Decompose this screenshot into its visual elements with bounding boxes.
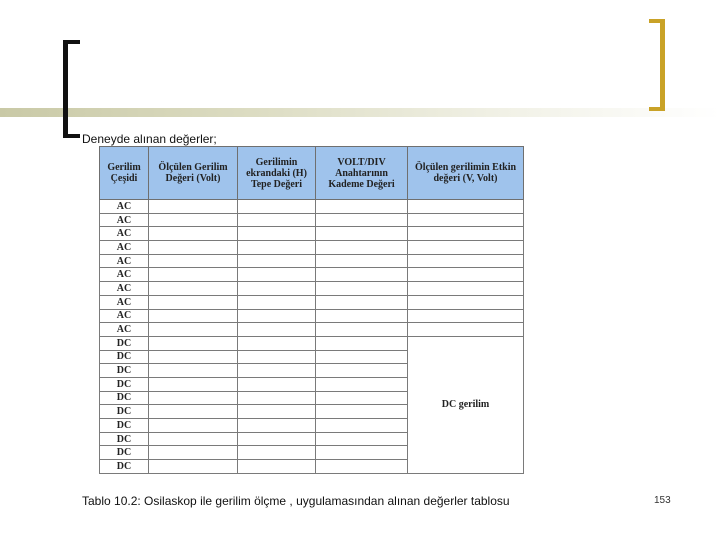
empty-cell (149, 377, 238, 391)
empty-cell (238, 268, 316, 282)
empty-cell (238, 391, 316, 405)
voltage-type-cell: AC (100, 295, 149, 309)
voltage-type-cell: DC (100, 336, 149, 350)
voltage-type-cell: DC (100, 350, 149, 364)
empty-cell (316, 460, 408, 474)
header-peak-value: Gerilimin ekrandaki (H) Tepe Değeri (238, 147, 316, 200)
empty-cell (316, 268, 408, 282)
empty-cell (149, 268, 238, 282)
voltage-type-cell: DC (100, 419, 149, 433)
empty-cell (316, 336, 408, 350)
page-number: 153 (654, 495, 671, 506)
voltage-type-cell: AC (100, 227, 149, 241)
voltage-type-cell: DC (100, 391, 149, 405)
empty-cell (316, 446, 408, 460)
voltage-type-cell: AC (100, 200, 149, 214)
empty-cell (316, 405, 408, 419)
table-row (100, 295, 524, 309)
header-volt-div-setting: VOLT/DIV Anahtarının Kademe Değeri (316, 147, 408, 200)
table-caption: Tablo 10.2: Osilaskop ile gerilim ölçme , uygulamasından alınan değerler tablosu (82, 494, 510, 508)
table-row (100, 282, 524, 296)
empty-cell (149, 241, 238, 255)
table-row (100, 268, 524, 282)
empty-cell (316, 200, 408, 214)
empty-cell (149, 282, 238, 296)
right-bracket-decoration (649, 19, 665, 111)
header-measured-voltage: Ölçülen Gerilim Değeri (Volt) (149, 147, 238, 200)
empty-cell (316, 241, 408, 255)
empty-cell (408, 268, 524, 282)
empty-cell (238, 282, 316, 296)
voltage-type-cell: AC (100, 309, 149, 323)
empty-cell (238, 460, 316, 474)
empty-cell (149, 200, 238, 214)
empty-cell (408, 254, 524, 268)
empty-cell (238, 336, 316, 350)
empty-cell (408, 213, 524, 227)
header-voltage-type: Gerilim Çeşidi (100, 147, 149, 200)
empty-cell (149, 364, 238, 378)
table-row (100, 200, 524, 214)
empty-cell (238, 241, 316, 255)
empty-cell (238, 419, 316, 433)
voltage-type-cell: DC (100, 364, 149, 378)
empty-cell (238, 432, 316, 446)
empty-cell (316, 213, 408, 227)
table-row (100, 254, 524, 268)
decorative-band (0, 108, 720, 117)
empty-cell (238, 350, 316, 364)
empty-cell (316, 419, 408, 433)
empty-cell (149, 446, 238, 460)
empty-cell (149, 350, 238, 364)
dc-note-cell: DC gerilim (408, 336, 524, 473)
intro-text: Deneyde alınan değerler; (82, 132, 217, 146)
empty-cell (149, 391, 238, 405)
voltage-type-cell: DC (100, 460, 149, 474)
empty-cell (408, 323, 524, 337)
empty-cell (238, 377, 316, 391)
empty-cell (238, 213, 316, 227)
empty-cell (408, 200, 524, 214)
voltage-type-cell: AC (100, 213, 149, 227)
empty-cell (238, 227, 316, 241)
empty-cell (149, 419, 238, 433)
empty-cell (149, 213, 238, 227)
table-row (100, 323, 524, 337)
left-bracket-decoration (63, 40, 80, 138)
table-row (100, 227, 524, 241)
voltage-type-cell: AC (100, 282, 149, 296)
empty-cell (316, 227, 408, 241)
empty-cell (238, 405, 316, 419)
empty-cell (316, 295, 408, 309)
empty-cell (149, 336, 238, 350)
empty-cell (316, 254, 408, 268)
measurement-table-container (99, 146, 523, 474)
empty-cell (316, 323, 408, 337)
empty-cell (316, 377, 408, 391)
empty-cell (408, 309, 524, 323)
table-row (100, 336, 524, 350)
empty-cell (149, 460, 238, 474)
empty-cell (316, 391, 408, 405)
empty-cell (316, 364, 408, 378)
empty-cell (149, 432, 238, 446)
empty-cell (238, 254, 316, 268)
empty-cell (408, 295, 524, 309)
empty-cell (238, 323, 316, 337)
empty-cell (408, 227, 524, 241)
empty-cell (238, 200, 316, 214)
empty-cell (408, 282, 524, 296)
table-row (100, 309, 524, 323)
table-row (100, 241, 524, 255)
empty-cell (316, 282, 408, 296)
header-rms-value: Ölçülen gerilimin Etkin değeri (V, Volt) (408, 147, 524, 200)
voltage-type-cell: DC (100, 377, 149, 391)
empty-cell (149, 227, 238, 241)
empty-cell (149, 405, 238, 419)
empty-cell (238, 309, 316, 323)
empty-cell (238, 446, 316, 460)
empty-cell (238, 364, 316, 378)
empty-cell (316, 350, 408, 364)
empty-cell (149, 254, 238, 268)
voltage-type-cell: AC (100, 241, 149, 255)
voltage-type-cell: DC (100, 446, 149, 460)
empty-cell (316, 432, 408, 446)
voltage-type-cell: DC (100, 432, 149, 446)
voltage-type-cell: DC (100, 405, 149, 419)
voltage-type-cell: AC (100, 268, 149, 282)
measurement-table (99, 146, 524, 474)
table-header-row (100, 147, 524, 200)
table-row (100, 213, 524, 227)
voltage-type-cell: AC (100, 254, 149, 268)
empty-cell (149, 309, 238, 323)
empty-cell (316, 309, 408, 323)
empty-cell (238, 295, 316, 309)
voltage-type-cell: AC (100, 323, 149, 337)
empty-cell (408, 241, 524, 255)
empty-cell (149, 295, 238, 309)
empty-cell (149, 323, 238, 337)
